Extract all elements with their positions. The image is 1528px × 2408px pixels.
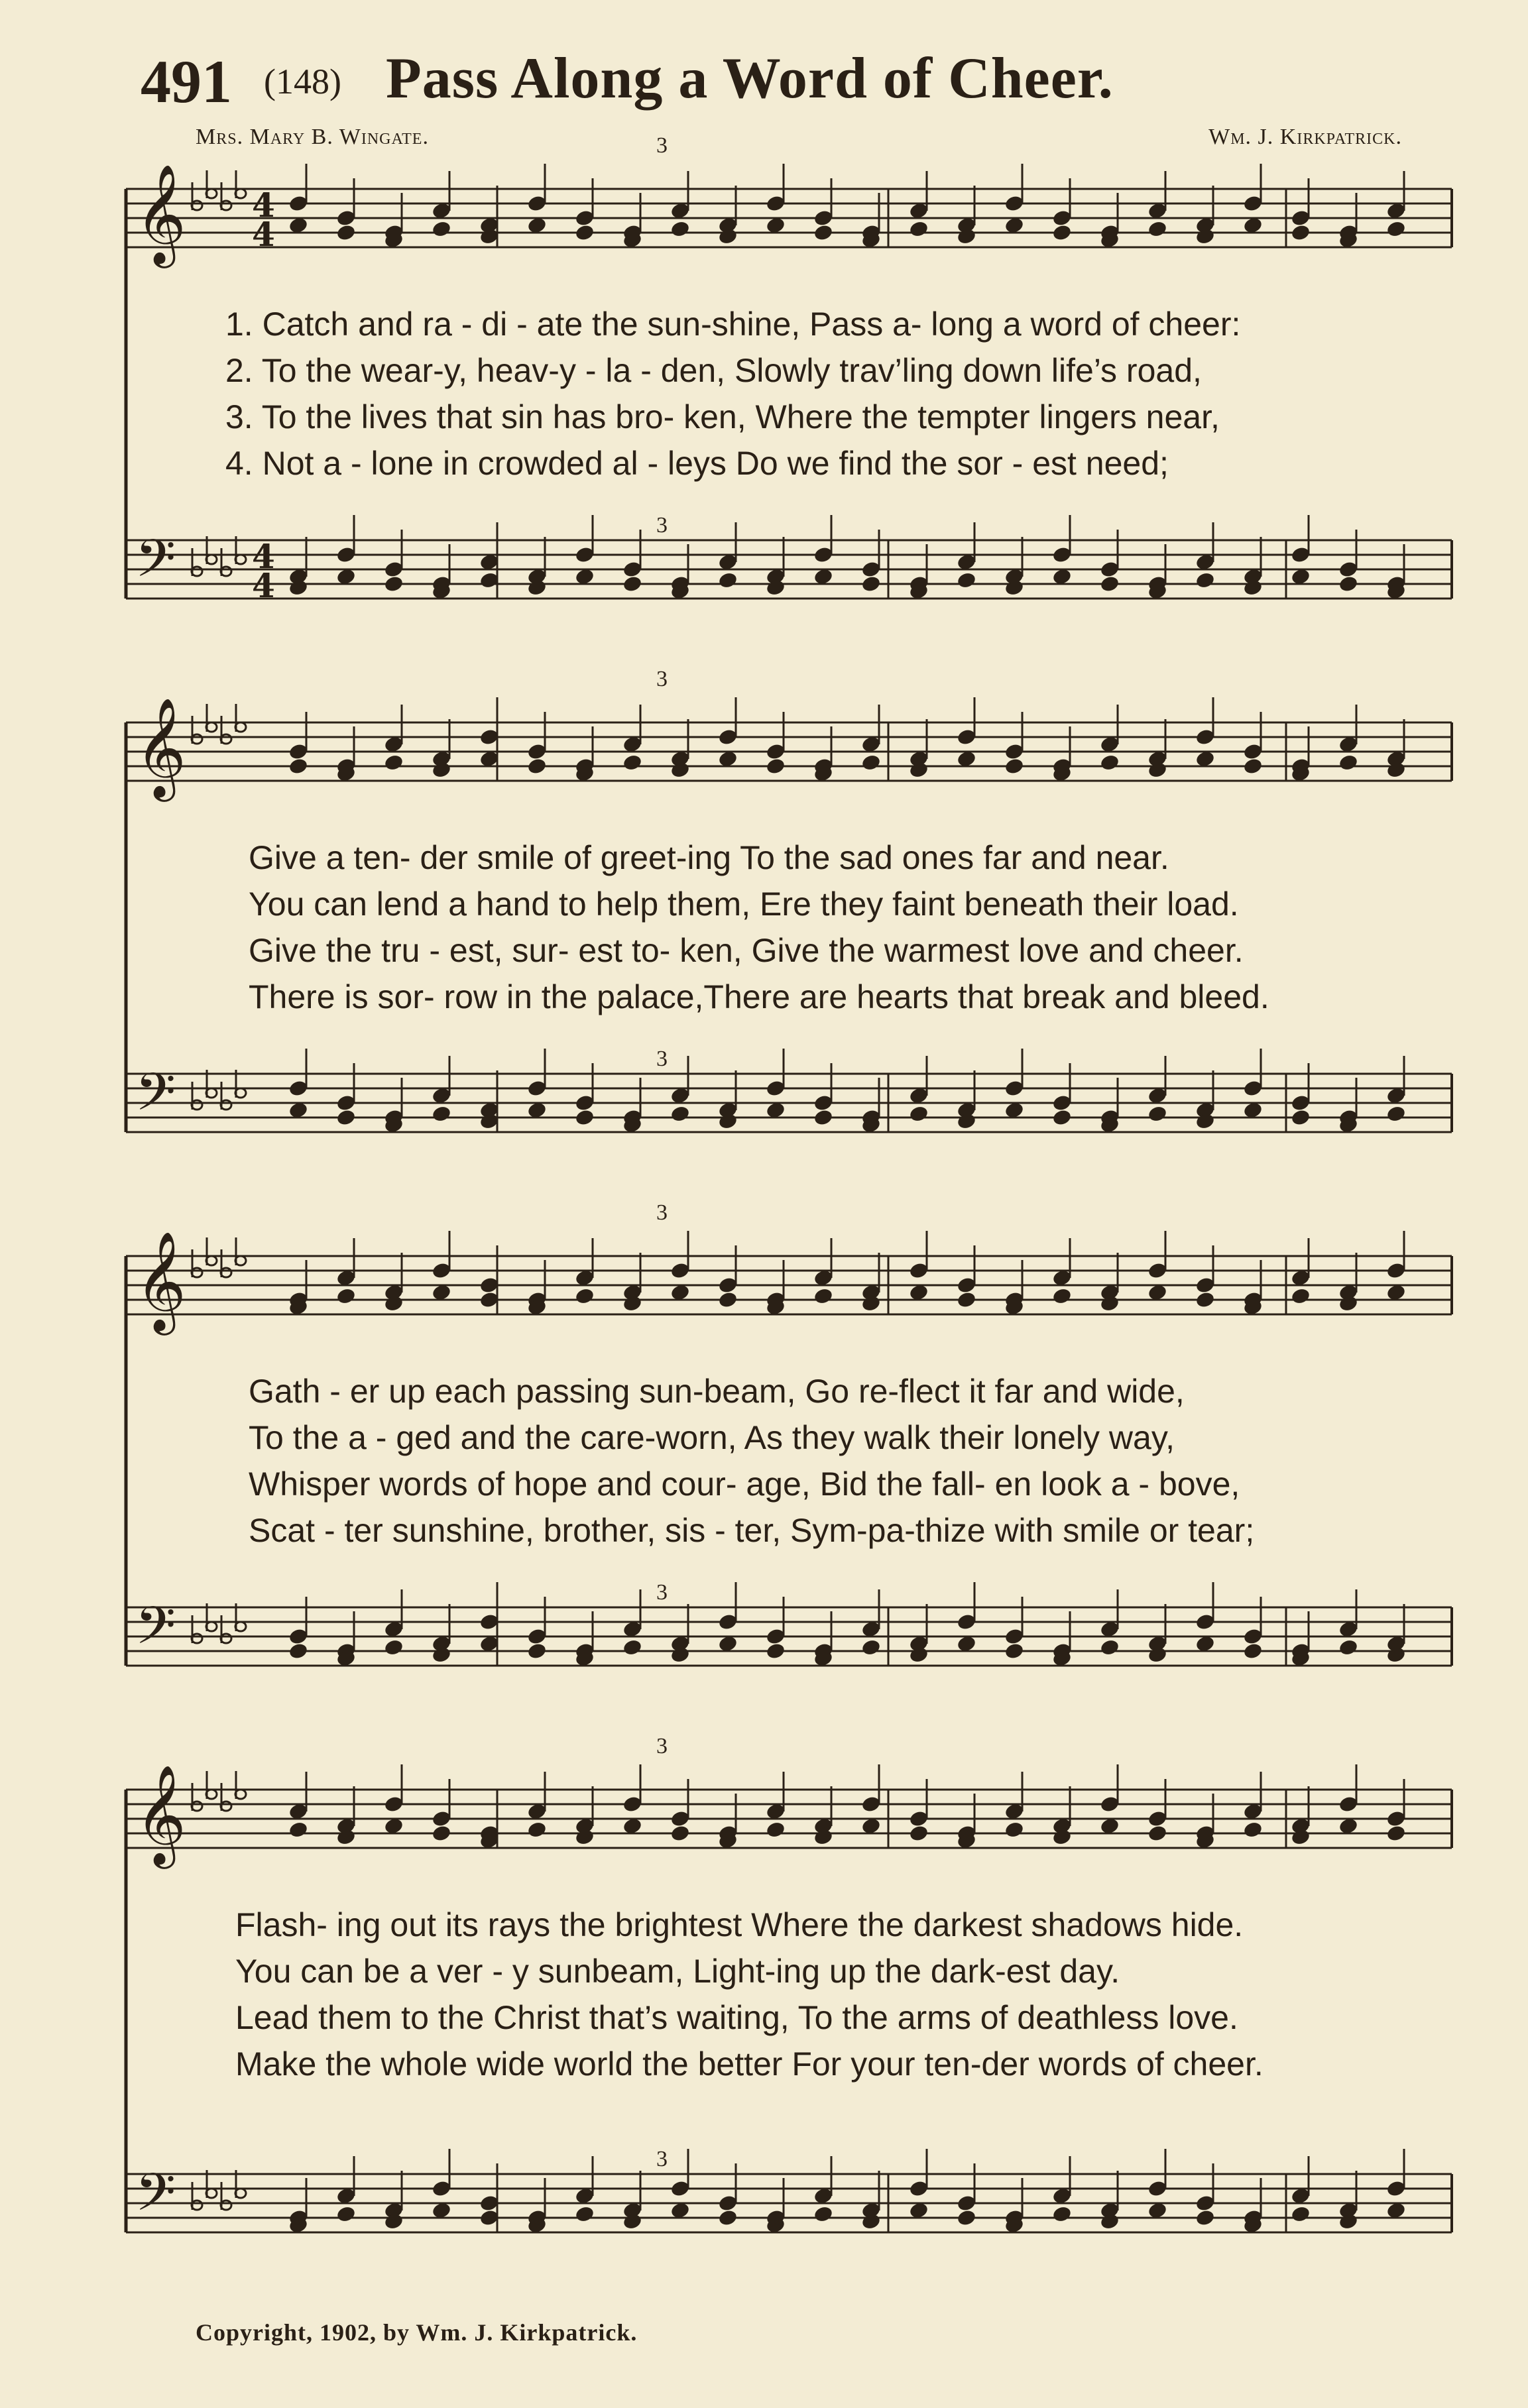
verse-line-3: Lead them to the Christ that’s waiting, To the arms of deathless love. — [235, 1999, 1238, 2036]
note-heads — [288, 697, 1406, 783]
note-heads — [288, 1764, 1406, 1850]
bass-clef-icon: 𝄢 — [135, 1596, 176, 1669]
triplet-mark: 3 — [656, 2147, 668, 2171]
triplet-mark: 3 — [656, 133, 668, 158]
bass-clef-icon: 𝄢 — [135, 529, 176, 602]
note-heads — [288, 1231, 1406, 1316]
note-heads — [288, 2149, 1406, 2234]
verse-line-2: You can be a ver - y sunbeam, Light-ing up the dark-est day. — [235, 1953, 1120, 1990]
time-signature — [252, 186, 275, 254]
verse-line-2: 2. To the wear-y, heav-y - la - den, Slowly trav’ling down life’s road, — [225, 352, 1202, 389]
svg-text:4: 4 — [252, 537, 275, 576]
treble-clef-icon: 𝄞 — [135, 697, 186, 797]
alt-hymn-number: (148) — [264, 62, 341, 101]
credits-line — [196, 125, 1402, 158]
svg-text:4: 4 — [252, 186, 275, 225]
note-heads — [288, 164, 1406, 249]
music-system-3 — [126, 1200, 1465, 1707]
lyricist-credit: Mrs. Mary B. Wingate. — [196, 125, 429, 149]
bass-clef-icon: 𝄢 — [135, 2163, 176, 2236]
hymn-number: 491 — [141, 48, 232, 115]
composer-credit: Wm. J. Kirkpatrick. — [1208, 125, 1402, 149]
note-heads — [288, 1582, 1406, 1668]
triplet-mark: 3 — [656, 1200, 668, 1225]
verse-line-2: To the a - ged and the care-worn, As they walk their lonely way, — [249, 1419, 1175, 1456]
triplet-mark: 3 — [656, 667, 668, 691]
hymn-header — [141, 46, 1433, 119]
verse-line-4: There is sor- row in the palace,There are hearts that break and bleed. — [249, 978, 1269, 1015]
music-system-4 — [126, 1734, 1465, 2273]
treble-clef-icon: 𝄞 — [135, 1230, 186, 1331]
verse-line-4: 4. Not a - lone in crowded al - leys Do we find the sor - est need; — [225, 445, 1169, 482]
verse-line-1: Gath - er up each passing sun-beam, Go re-flect it far and wide, — [249, 1373, 1185, 1410]
verse-line-4: Make the whole wide world the better For your ten-der words of cheer. — [235, 2045, 1264, 2083]
triplet-mark: 3 — [656, 1580, 668, 1605]
time-signature — [252, 537, 275, 605]
verse-line-1: 1. Catch and ra - di - ate the sun-shine, Pass a- long a word of cheer: — [225, 306, 1241, 343]
triplet-mark: 3 — [656, 1047, 668, 1071]
verse-line-3: Whisper words of hope and cour- age, Bid the fall- en look a - bove, — [249, 1465, 1240, 1503]
copyright-notice: Copyright, 1902, by Wm. J. Kirkpatrick. — [196, 2319, 638, 2346]
hymn-title: Pass Along a Word of Cheer. — [386, 46, 1114, 111]
verse-line-1: Flash- ing out its rays the brightest Where the darkest shadows hide. — [235, 1906, 1244, 1943]
note-heads — [288, 1049, 1406, 1134]
verse-line-2: You can lend a hand to help them, Ere they faint beneath their load. — [249, 886, 1239, 923]
svg-text:4: 4 — [252, 566, 275, 605]
treble-staff — [126, 1790, 1452, 1848]
verse-line-3: Give the tru - est, sur- est to- ken, Give the warmest love and cheer. — [249, 932, 1244, 969]
verse-line-3: 3. To the lives that sin has bro- ken, Where the tempter lingers near, — [225, 398, 1220, 435]
triplet-mark: 3 — [656, 513, 668, 538]
music-system-2 — [126, 667, 1465, 1173]
treble-clef-icon: 𝄞 — [135, 1764, 186, 1864]
svg-text:4: 4 — [252, 215, 275, 254]
note-heads — [288, 515, 1406, 601]
verse-line-4: Scat - ter sunshine, brother, sis - ter, Sym-pa-thize with smile or tear; — [249, 1512, 1255, 1549]
bass-clef-icon: 𝄢 — [135, 1062, 176, 1135]
verse-line-1: Give a ten- der smile of greet-ing To the sad ones far and near. — [249, 839, 1169, 876]
treble-clef-icon: 𝄞 — [135, 163, 186, 264]
triplet-mark: 3 — [656, 1734, 668, 1758]
